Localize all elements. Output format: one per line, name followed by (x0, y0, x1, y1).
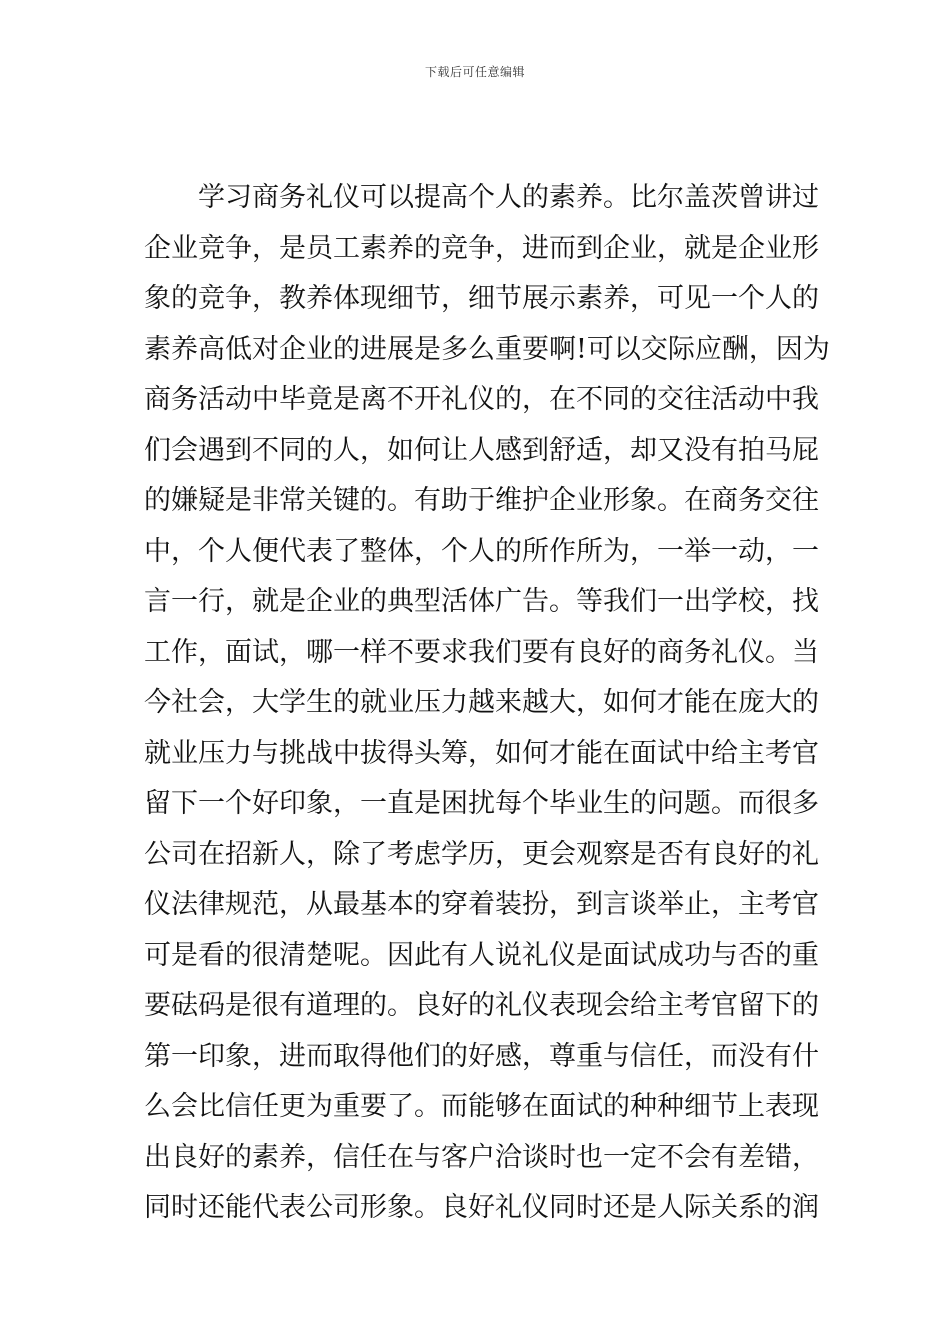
text-line: 素养高低对企业的进展是多么重要啊!可以交际应酬，因为 (144, 333, 830, 365)
text-line: 同时还能代表公司形象。良好礼仪同时还是人际关系的润 (144, 1192, 819, 1223)
text-line: 企业竞争，是员工素养的竞争，进而到企业，就是企业形 (144, 232, 819, 264)
text-line: 的嫌疑是非常关键的。有助于维护企业形象。在商务交往 (144, 485, 819, 516)
text-line: 要砝码是很有道理的。良好的礼仪表现会给主考官留下的 (144, 990, 819, 1021)
text-line: 学习商务礼仪可以提高个人的素养。比尔盖茨曾讲过 (198, 182, 819, 213)
text-line: 公司在招新人，除了考虑学历，更会观察是否有良好的礼 (144, 838, 819, 870)
text-line: 出良好的素养，信任在与客户洽谈时也一定不会有差错， (144, 1141, 819, 1173)
page-header: 下载后可任意编辑 (424, 65, 525, 79)
document-body (144, 173, 830, 1234)
text-line: 仪法律规范，从最基本的穿着装扮，到言谈举止，主考官 (144, 889, 819, 920)
text-line: 工作，面试，哪一样不要求我们要有良好的商务礼仪。当 (144, 636, 819, 668)
text-line: 第一印象，进而取得他们的好感，尊重与信任，而没有什 (144, 1040, 819, 1072)
text-line: 商务活动中毕竟是离不开礼仪的，在不同的交往活动中我 (144, 384, 819, 415)
text-line: 么会比信任更为重要了。而能够在面试的种种细节上表现 (144, 1091, 819, 1122)
text-line: 留下一个好印象，一直是困扰每个毕业生的问题。而很多 (144, 788, 819, 819)
text-line: 可是看的很清楚呢。因此有人说礼仪是面试成功与否的重 (144, 939, 819, 971)
text-line: 就业压力与挑战中拔得头筹，如何才能在面试中给主考官 (144, 737, 819, 769)
text-line: 今社会，大学生的就业压力越来越大，如何才能在庞大的 (144, 687, 819, 718)
text-line: 中，个人便代表了整体，个人的所作所为，一举一动，一 (144, 535, 819, 567)
text-line: 们会遇到不同的人，如何让人感到舒适，却又没有拍马屁 (144, 434, 819, 466)
text-line: 言一行，就是企业的典型活体广告。等我们一出学校，找 (144, 586, 819, 617)
text-line: 象的竞争，教养体现细节，细节展示素养，可见一个人的 (144, 283, 819, 314)
